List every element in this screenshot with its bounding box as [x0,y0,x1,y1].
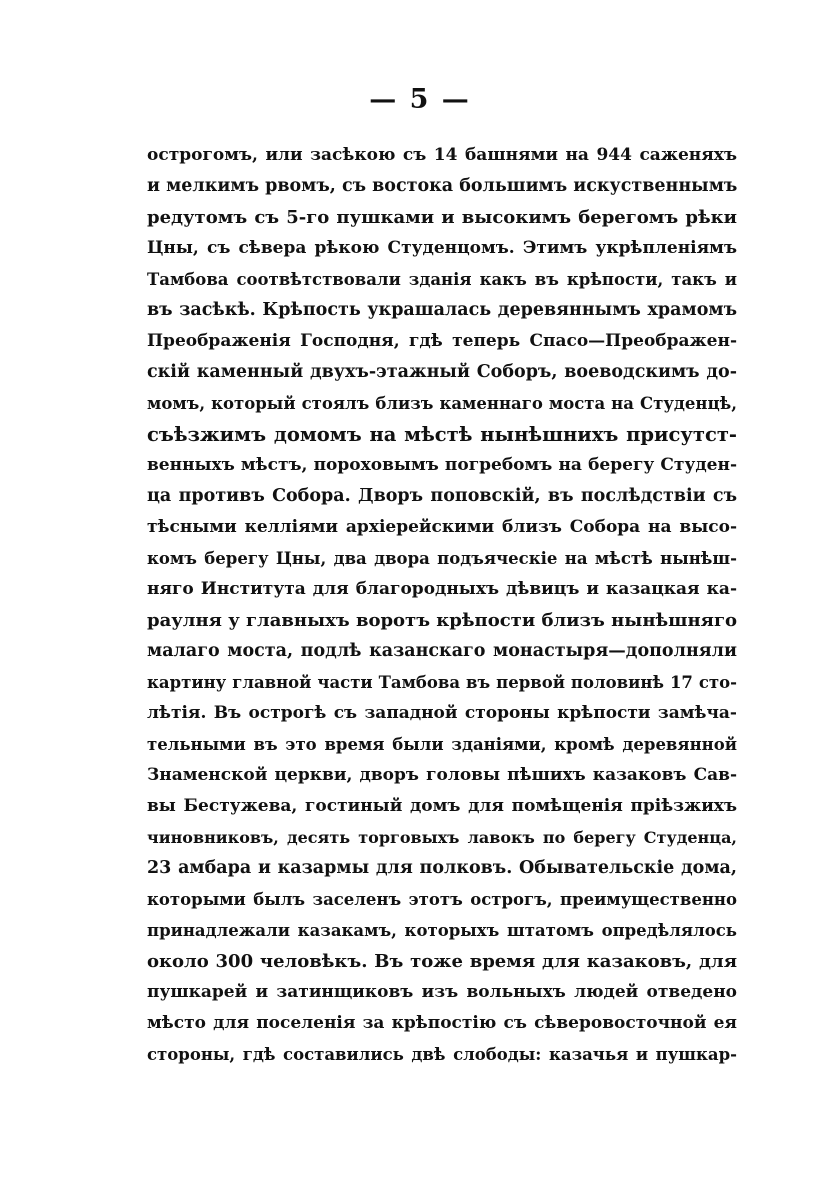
text-line: Тамбова соотвѣтствовали зданія какъ въ крѣпости, такъ и [147,270,737,289]
text-line: острогомъ, или засѣкою съ 14 башнями на 944 саженяхъ [147,145,737,165]
text-line: раулня у главныхъ воротъ крѣпости близъ нынѣшняго [147,610,737,631]
text-line: и мелкимъ рвомъ, съ востока большимъ искуственнымъ [147,176,737,196]
text-line: въ засѣкѣ. Крѣпость украшалась деревяннымъ храмомъ [147,300,737,320]
text-line: принадлежали казакамъ, которыхъ штатомъ опредѣлялось [147,921,737,940]
text-line: лѣтія. Въ острогѣ съ западной стороны крѣпости замѣча- [147,703,737,723]
text-line: комъ берегу Цны, два двора подъяческіе на мѣстѣ нынѣш- [147,549,737,568]
text-line: вы Бестужева, гостиный домъ для помѣщенія пріѣзжихъ [147,796,737,816]
text-line: тельными въ это время были зданіями, кромѣ деревянной [147,735,737,754]
text-line: скій каменный двухъ-этажный Соборъ, воеводскимъ до- [147,362,737,382]
text-line: няго Института для благородныхъ дѣвицъ и казацкая ка- [147,579,737,599]
text-line: Знаменской церкви, дворъ головы пѣшихъ казаковъ Сав- [147,765,737,785]
page-number: — 5 — [369,84,471,115]
text-line: стороны, гдѣ составились двѣ слободы: казачья и пушкар- [147,1045,737,1064]
text-line: около 300 человѣкъ. Въ тоже время для казаковъ, для [147,951,737,972]
text-line: момъ, который стоялъ близъ каменнаго моста на Студенцѣ, [147,394,737,413]
text-line: Цны, съ сѣвера рѣкою Студенцомъ. Этимъ укрѣпленіямъ [147,238,737,258]
text-line: съѣзжимъ домомъ на мѣстѣ нынѣшнихъ присутст- [147,423,737,446]
text-line: тѣсными келліями архіерейскими близъ Собора на высо- [147,517,737,537]
text-line: которыми былъ заселенъ этотъ острогъ, преимущественно [147,890,737,909]
text-line: мѣсто для поселенія за крѣпостію съ сѣверовосточной ея [147,1013,737,1033]
text-line: 23 амбара и казармы для полковъ. Обывательскіе дома, [147,858,737,878]
text-line: редутомъ съ 5-го пушками и высокимъ берегомъ рѣки [147,207,737,228]
text-line: чиновниковъ, десять торговыхъ лавокъ по берегу Студенца, [147,828,737,847]
body-text [147,140,737,1070]
text-line: картину главной части Тамбова въ первой половинѣ 17 сто- [147,673,737,692]
text-line: пушкарей и затинщиковъ изъ вольныхъ людей отведено [147,982,737,1002]
text-line: малаго моста, подлѣ казанскаго монастыря—дополняли [147,641,737,661]
text-line: ца противъ Собора. Дворъ поповскій, въ послѣдствіи съ [147,486,737,506]
text-line: венныхъ мѣстъ, пороховымъ погребомъ на берегу Студен- [147,455,737,475]
text-line: Преображенія Господня, гдѣ теперь Спасо—Преображен- [147,331,737,351]
